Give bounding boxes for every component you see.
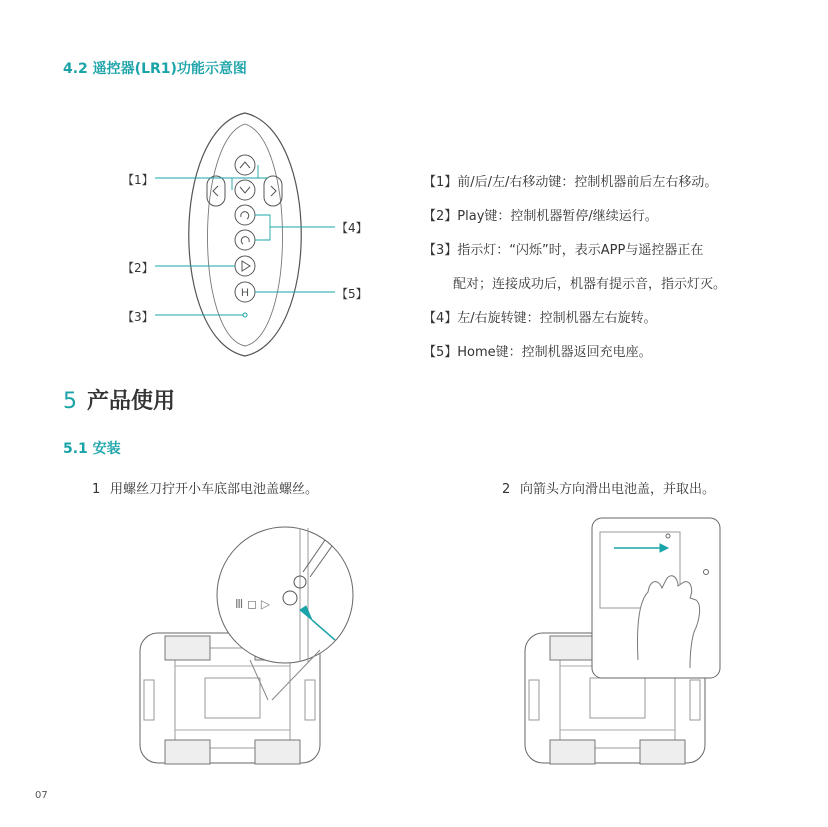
legend-item-3-cont: 配对；连接成功后，机器有提示音，指示灯灭。 bbox=[453, 277, 727, 292]
step-1 bbox=[92, 478, 318, 497]
legend-item-4: 【4】左/右旋转键：控制机器左右旋转。 bbox=[423, 311, 657, 326]
legend-item-5: 【5】Home键：控制机器返回充电座。 bbox=[423, 345, 652, 360]
home-key-label: H bbox=[241, 287, 249, 299]
remote-body-outline bbox=[189, 113, 302, 356]
section-5-label: 产品使用 bbox=[87, 389, 176, 414]
legend-item-3: 【3】指示灯：“闪烁”时，表示APP与遥控器正在 bbox=[423, 243, 704, 258]
section-5-title bbox=[63, 384, 175, 415]
right-arrow-icon bbox=[271, 186, 276, 196]
down-key bbox=[235, 180, 255, 200]
callout-1: 【1】 bbox=[122, 173, 154, 187]
callout-3: 【3】 bbox=[122, 310, 154, 324]
leader-4 bbox=[255, 215, 335, 240]
rotate-left-key bbox=[235, 205, 255, 225]
install-illustration-1 bbox=[140, 527, 353, 764]
up-key bbox=[235, 155, 255, 175]
legend-item-1: 【1】前/后/左/右移动键：控制机器前后左右移动。 bbox=[423, 175, 718, 190]
play-key bbox=[235, 256, 255, 276]
legend-item-2: 【2】Play键：控制机器暂停/继续运行。 bbox=[423, 209, 658, 224]
section-5-1-title: 5.1 安装 bbox=[63, 441, 121, 457]
svg-text:Ⅲ ◻ ▷: Ⅲ ◻ ▷ bbox=[235, 597, 271, 611]
section-5-number: 5 bbox=[63, 389, 77, 414]
rotate-right-key bbox=[235, 230, 255, 250]
callout-5: 【5】 bbox=[336, 287, 368, 301]
indicator-light bbox=[243, 313, 247, 317]
install-illustration-2 bbox=[525, 518, 720, 764]
callout-4: 【4】 bbox=[336, 221, 368, 235]
step-1-text: 用螺丝刀拧开小车底部电池盖螺丝。 bbox=[110, 482, 319, 497]
step-2 bbox=[502, 478, 715, 497]
page-number: 07 bbox=[35, 790, 48, 801]
step-2-number: 2 bbox=[502, 482, 511, 497]
left-arrow-icon bbox=[213, 186, 218, 196]
step-2-text: 向箭头方向滑出电池盖，并取出。 bbox=[520, 482, 716, 497]
callout-2: 【2】 bbox=[122, 261, 154, 275]
step-1-number: 1 bbox=[92, 482, 101, 497]
remote-function-legend bbox=[423, 166, 726, 370]
play-icon bbox=[242, 261, 250, 271]
section-4-2-title: 4.2 遥控器(LR1)功能示意图 bbox=[63, 61, 247, 77]
